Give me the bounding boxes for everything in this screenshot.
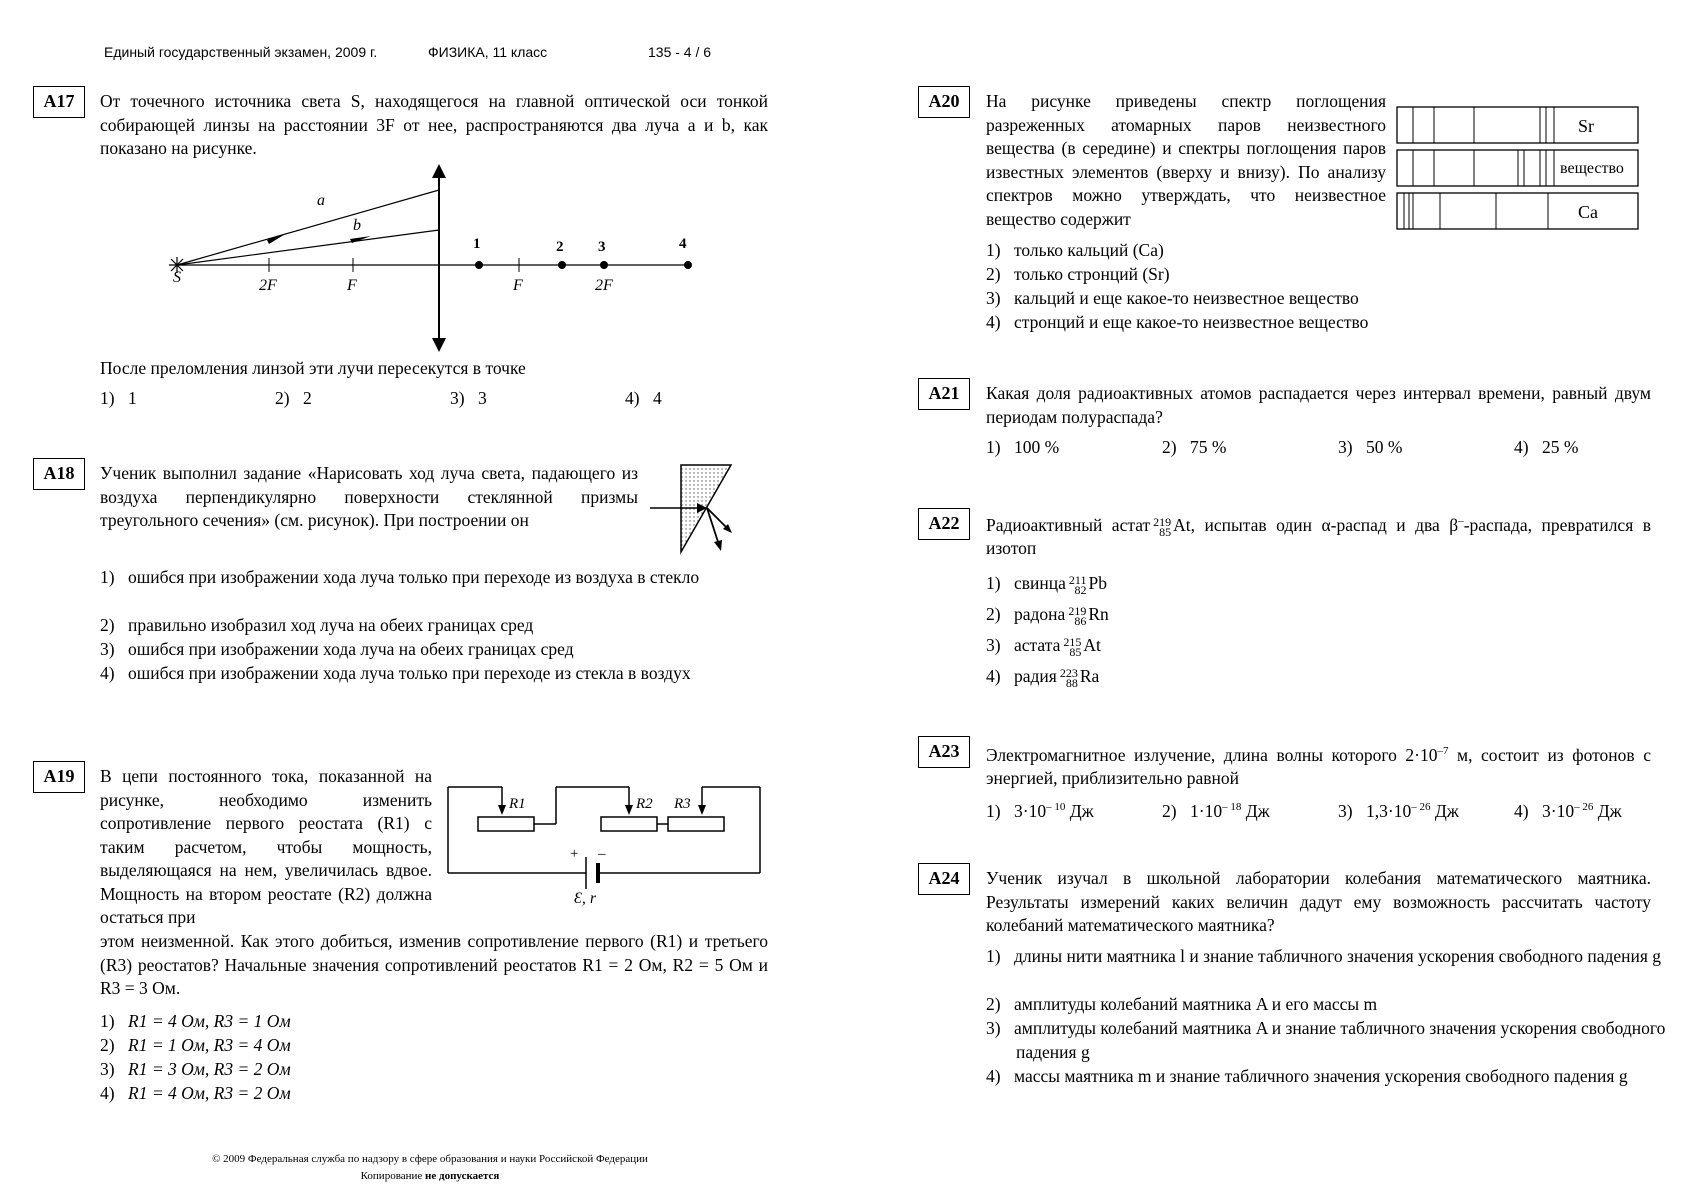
lens-figure [165,160,710,360]
a19-option-4: 4) R1 = 4 Ом, R3 = 2 Ом [100,1083,291,1103]
a17-text: От точечного источника света S, находящегося на главной оптической оси тонкой собирающей линзы на расстоянии 3F от нее, распространяются два луча a и b, как показано на рисунке. [100,91,768,158]
resistor-r1 [478,817,534,831]
a23-option-3: 3) $1,3\cdot 10^{- 26}$ Дж [1338,800,1459,821]
a20-option-2: 2) только стронций (Sr) [986,264,1170,284]
a19-option-3: 3) R1 = 3 Ом, R3 = 2 Ом [100,1059,291,1079]
a18-option-4: 4) ошибся при изображении хода луча только при переходе из стекла в воздух [100,663,691,683]
a18-text: Ученик выполнил задание «Нарисовать ход луча света, падающего из воздуха перпендикулярно поверхности стеклянной призмы треугольного сечения» (см. рисунок). При построении он [100,463,638,530]
a22-option-3: 3) астата 215 85 At [986,634,1101,659]
question-number-a22: А22 [918,508,970,540]
a22-option-4: 4) радия 223 88 Ra [986,665,1100,690]
question-number-a24: А24 [918,863,970,895]
a19-text-bottom: этом неизменной. Как этого добиться, изменив сопротивление первого (R1) и третьего (R3) реостатов? Начальные значения сопротивлений реостатов R1 = 2 Ом, R2 = 5 Ом и R3 = 3 Ом. [100,931,768,998]
a17-option-2: 2) 2 [275,388,312,408]
battery-minus: – [598,846,606,862]
r2-label: R2 [636,796,653,812]
a20-option-4: 4) стронций и еще какое-то неизвестное вещество [986,312,1369,332]
a24-option-2: 2) амплитуды колебаний маятника A и его массы m [986,994,1378,1014]
a22-text: Радиоактивный астат 219 85 At, испытав один α-распад и два β–-распада, превратился в изотоп [986,514,1651,559]
spectrum-unknown-label: вещество [1560,160,1624,177]
circuit-figure [446,775,766,910]
a23-option-1: 1) $3\cdot 10^{- 10}$ Дж [986,800,1094,821]
a24-option-1: 1) длины нити маятника l и знание табличного значения ускорения свободного падения g [986,946,1662,966]
a23-option-2: 2) $1\cdot 10^{- 18}$ Дж [1162,800,1270,821]
footer-copyright: © 2009 Федеральная служба по надзору в сфере образования и науки Российской Федерации [212,1153,648,1165]
a18-option-3: 3) ошибся при изображении хода луча на обеих границах сред [100,639,574,659]
question-number-a23: А23 [918,736,970,768]
iso-at-219: 219 85 [1153,514,1172,539]
a19-text-top: В цепи постоянного тока, показанной на рисунке, необходимо изменить сопротивление первого реостата (R1) с таким расчетом, чтобы мощность, выделяющаяся на нем, увеличилась вдвое. Мощность на втором реостате (R2) должна остаться при [100,766,432,927]
ray-a-label: a [317,192,325,209]
label-2f-left: 2F [259,277,277,294]
question-number-a19: А19 [33,761,85,793]
a20-option-1: 1) только кальций (Ca) [986,240,1164,260]
question-number-a18: А18 [33,458,85,490]
a18-option-2: 2) правильно изобразил ход луча на обеих границах сред [100,615,534,635]
ray-a [177,190,439,265]
label-f-left: F [347,277,357,294]
a21-option-1: 1) 100 % [986,437,1060,457]
point-2: 2 [556,239,564,255]
a17-option-4: 4) 4 [625,388,662,408]
r1-label: R1 [509,796,526,812]
prism-figure [645,460,735,555]
spectra-figure [1396,106,1641,230]
a22-option-2: 2) радона 219 86 Rn [986,603,1109,628]
a17-question: После преломления линзой эти лучи пересекутся в точке [100,358,526,378]
a24-option-4: 4) массы маятника m и знание табличного значения ускорения свободного падения g [986,1066,1628,1086]
header-page: 135 - 4 / 6 [648,44,712,60]
a21-text: Какая доля радиоактивных атомов распадается через интервал времени, равный двум периодам полураспада? [986,383,1651,427]
a19-option-1: 1) R1 = 4 Ом, R3 = 1 Ом [100,1011,291,1031]
a19-option-2: 2) R1 = 1 Ом, R3 = 4 Ом [100,1035,291,1055]
footer-copying: Копирование не допускается [360,1170,500,1182]
spectrum-sr-label: Sr [1578,116,1595,136]
point-4: 4 [679,236,687,252]
a23-text: Электромагнитное излучение, длина волны которого $2\cdot 10^{-7}$ м, состоит из фотонов с энергией, приблизительно равной [986,744,1651,789]
emf-label: Ɛ, r [574,890,597,907]
ray-b-label: b [353,217,361,234]
a24-text: Ученик изучал в школьной лаборатории колебания математического маятника. Результаты измерений каких величин дадут ему возможность рассчитать частоту колебаний математического маятника? [986,868,1651,935]
header-exam: Единый государственный экзамен, 2009 г. [104,44,378,60]
a18-option-1: 1) ошибся при изображении хода луча только при переходе из воздуха в стекло [100,567,700,587]
r3-label: R3 [674,796,691,812]
a20-text: На рисунке приведены спектр поглощения разреженных атомарных паров неизвестного вещества (в середине) и спектры поглощения паров известных элементов (вверху и внизу). По анализу спектров можно утверждать, что неизвестное вещество содержит [986,91,1386,229]
a21-option-2: 2) 75 % [1162,437,1227,457]
a21-option-4: 4) 25 % [1514,437,1579,457]
header-subject: ФИЗИКА, 11 класс [428,44,548,60]
resistor-r3 [668,817,724,831]
label-2f-right: 2F [595,277,613,294]
a17-option-3: 3) 3 [450,388,487,408]
question-number-a20: А20 [918,86,970,118]
point-3: 3 [598,239,606,255]
source-label: S [173,269,181,286]
a23-option-4: 4) $3\cdot 10^{- 26}$ Дж [1514,800,1622,821]
point-1: 1 [473,236,481,252]
a20-option-3: 3) кальций и еще какое-то неизвестное вещество [986,288,1359,308]
question-number-a17: А17 [33,86,85,118]
battery-plus: + [570,846,579,862]
a17-option-1: 1) 1 [100,388,137,408]
spectrum-ca-label: Ca [1578,202,1598,222]
a24-option-3: 3) амплитуды колебаний маятника A и знание табличного значения ускорения свободного падения g [986,1018,1666,1062]
a21-option-3: 3) 50 % [1338,437,1403,457]
a22-option-1: 1) свинца 211 82 Pb [986,572,1107,597]
label-f-right: F [513,277,523,294]
ray-b [177,230,439,265]
question-number-a21: А21 [918,378,970,410]
resistor-r2 [601,817,657,831]
